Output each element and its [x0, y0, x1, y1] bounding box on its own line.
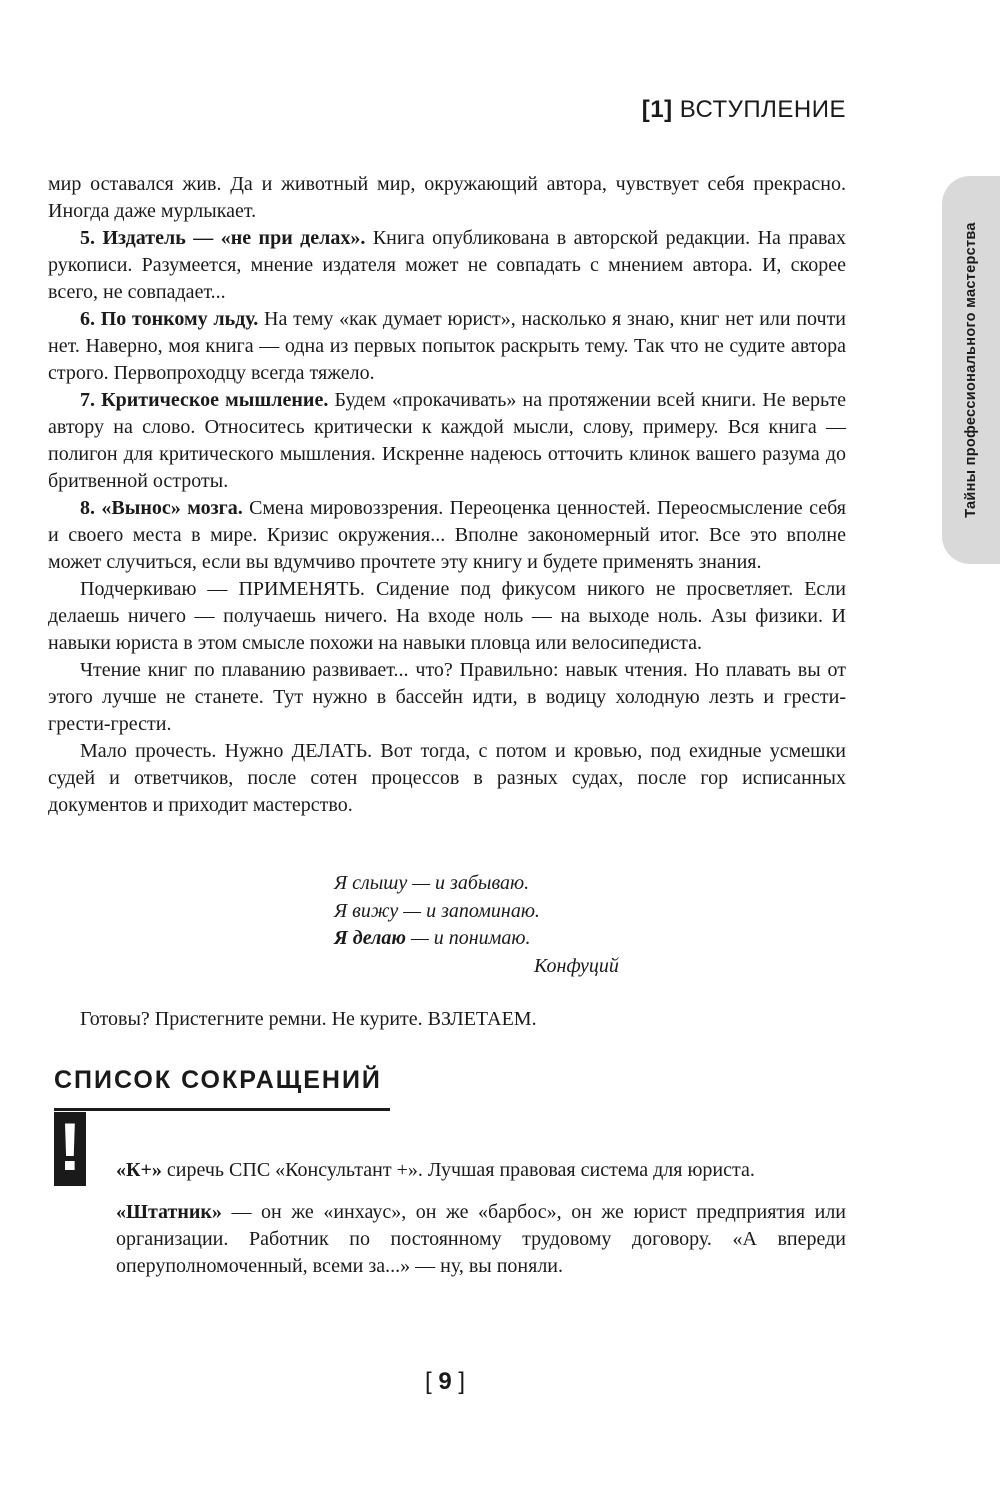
paragraph-text: мир оставался жив. Да и животный мир, окружающий автора, чувствует себя прекрасно. Иногда даже мурлыкает.: [48, 173, 846, 222]
paragraph-text: Будем «прокачивать» на протяжении всей книги. Не верьте автору на слово. Относитесь критически к каждой мысли, слову, примеру. Вся книга — полигон для критического мышления. Искренне надеюсь отточить клинок вашего разума до бритвенной остроты.: [48, 389, 846, 492]
epigraph: [334, 870, 619, 980]
body-text: [48, 171, 846, 819]
page-number-value: 9: [438, 1368, 452, 1395]
abbreviation-item: [116, 1157, 846, 1184]
page-number-bracket: [: [424, 1368, 432, 1395]
abbreviation-item: [116, 1199, 846, 1280]
abbreviation-definition: — он же «инхаус», он же «барбос», он же юрист предприятия или организации. Работник по постоянному трудовому договору. «А впереди оперуполномоченный, всеми за...» — ну, вы поняли.: [116, 1201, 846, 1277]
paragraph-text: На тему «как думает юрист», насколько я знаю, книг нет или почти нет. Наверно, моя книга — одна из первых попыток раскрыть тему. Так что не судите автора строго. Первопроходцу всегда тяжело.: [48, 308, 847, 384]
page-number-bracket: ]: [458, 1368, 466, 1395]
paragraph-swimming: [48, 657, 846, 738]
paragraph-text: Чтение книг по плаванию развивает... что? Правильно: навык чтения. Но плавать вы от этого лучше не станете. Тут нужно в бассейн идти, в водицу холодную лезть и грести-грести-грести.: [48, 659, 846, 735]
abbreviation-list: [116, 1157, 846, 1295]
epigraph-author: Конфуций: [534, 954, 619, 977]
list-item-thin-ice: [48, 306, 846, 387]
list-item-lead: 7. Критическое мышление.: [80, 389, 329, 411]
paragraph-text: Книга опубликована в авторской редакции. На правах рукописи. Разумеется, мнение издателя может не совпадать с мнением автора. И, скорее всего, не совпадает...: [48, 227, 846, 303]
epigraph-line: [334, 925, 619, 953]
chapter-number: [1]: [641, 96, 673, 123]
list-item-brain: [48, 495, 846, 576]
page-number: [0, 1368, 890, 1396]
section-heading: СПИСОК СОКРАЩЕНИЙ: [54, 1066, 382, 1094]
exclamation-icon: [54, 1109, 86, 1186]
paragraph-do: [48, 738, 846, 819]
paragraph-text: Мало прочесть. Нужно ДЕЛАТЬ. Вот тогда, с потом и кровью, под ехидные усмешки судей и ответчиков, после сотен процессов в разных судах, после гор исписанных документов и приходит мастерство.: [48, 740, 846, 816]
epigraph-line: Я вижу — и запоминаю.: [334, 899, 540, 922]
paragraph-text: Смена мировоззрения. Переоценка ценностей. Переосмысление себя и своего места в мире. Кризис окружения... Вполне закономерный итог. Все это вполне может случиться, если вы вдумчиво прочтете эту книгу и будете применять знания.: [48, 497, 846, 573]
list-item-publisher: [48, 225, 846, 306]
exclamation-glyph: !: [58, 1109, 82, 1185]
list-item-lead: 6. По тонкому льду.: [80, 308, 259, 330]
side-tab: [942, 176, 1000, 564]
closing-line: Готовы? Пристегните ремни. Не курите. ВЗЛЕТАЕМ.: [80, 1008, 537, 1030]
list-item-lead: 8. «Вынос» мозга.: [80, 497, 243, 519]
paragraph-text: Подчеркиваю — ПРИМЕНЯТЬ. Сидение под фикусом никого не просветляет. Если делаешь ничего — получаешь ничего. На входе ноль — на выходе ноль. Азы физики. И навыки юриста в этом смысле похожи на навыки пловца или велосипедиста.: [48, 578, 846, 654]
epigraph-line: Я слышу — и забываю.: [334, 872, 530, 894]
list-item-lead: 5. Издатель — «не при делах».: [80, 227, 366, 249]
running-head: [642, 96, 846, 124]
heading-rule: [54, 1108, 390, 1111]
abbreviation-definition: сиречь СПС «Консультант +». Лучшая правовая система для юриста.: [161, 1159, 755, 1181]
abbreviation-term: «Штатник»: [116, 1201, 222, 1223]
paragraph-apply: [48, 576, 846, 657]
epigraph-emphasis: Я делаю: [334, 927, 406, 949]
paragraph-continuation: [48, 171, 846, 225]
chapter-title: ВСТУПЛЕНИЕ: [679, 96, 846, 123]
epigraph-line-rest: — и понимаю.: [405, 927, 531, 949]
list-item-critical-thinking: [48, 387, 846, 495]
abbreviation-term: «К+»: [116, 1159, 162, 1181]
side-tab-label: Тайны профессионального мастерства: [963, 222, 979, 518]
